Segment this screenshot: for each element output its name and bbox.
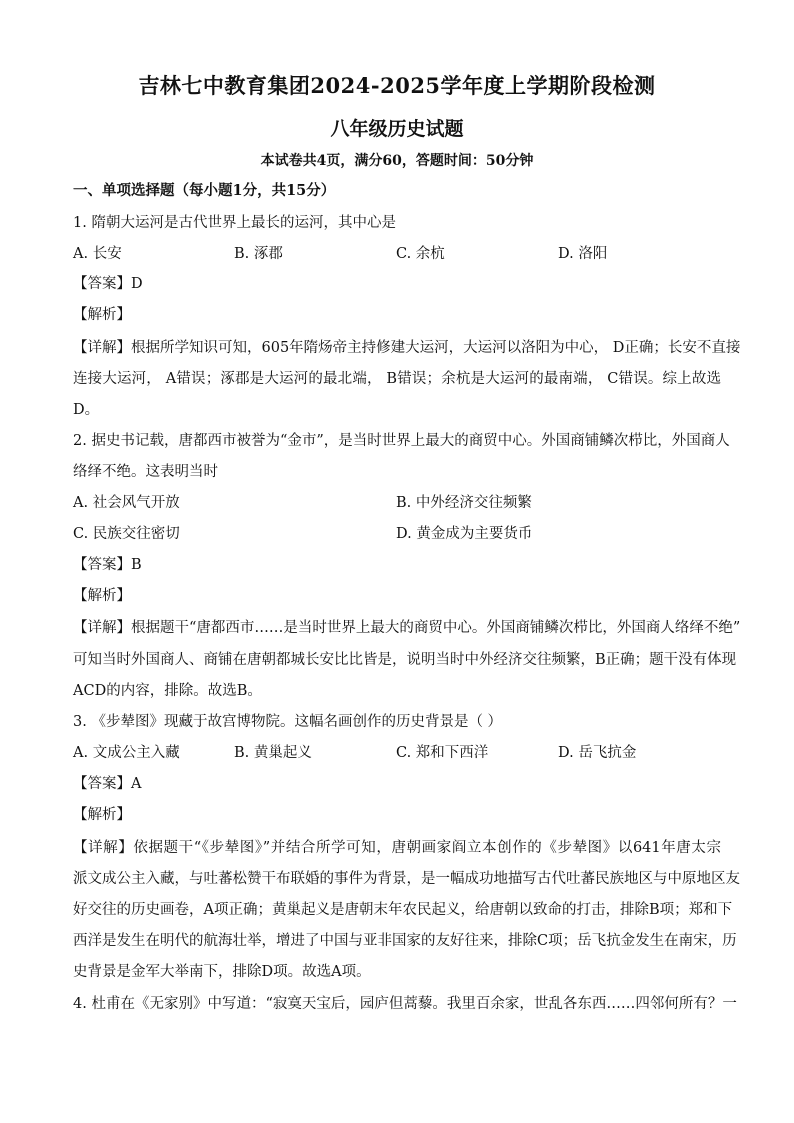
question-2-option-d: D. 黄金成为主要货币 [396,526,533,542]
question-2-option-a: A. 社会风气开放 [73,495,180,511]
question-4-stem: 4. 杜甫在《无家别》中写道：“寂寞天宝后，园庐但蒿藜。我里百余家，世乱各东西……四邻何所有？一 [73,996,737,1012]
question-3-option-c: C. 郑和下西洋 [396,745,489,761]
question-2-analysis-label: 【解析】 [73,588,131,604]
question-1-answer: 【答案】D [73,276,143,292]
question-1-stem: 1. 隋朝大运河是古代世界上最长的运河，其中心是 [73,215,396,231]
question-2-option-b: B. 中外经济交往频繁 [396,495,532,511]
question-2-detail-line: 【详解】根据题干“唐都西市……是当时世界上最大的商贸中心。外国商铺鳞次栉比，外国商人络绎不绝” [73,620,741,636]
question-2-answer: 【答案】B [73,557,142,573]
question-1-analysis-label: 【解析】 [73,307,131,323]
question-3-detail-line: 好交往的历史画卷，A项正确；黄巢起义是唐朝末年农民起义，给唐朝以致命的打击，排除B项；郑和下 [73,902,733,918]
question-2-stem-line: 络绎不绝。这表明当时 [73,464,218,480]
question-2-option-c: C. 民族交往密切 [73,526,180,542]
exam-title: 吉林七中教育集团2024-2025学年度上学期阶段检测 [138,73,656,98]
question-3-option-d: D. 岳飞抗金 [558,745,637,761]
question-2-detail-line: ACD的内容，排除。故选B。 [73,683,262,699]
question-3-option-a: A. 文成公主入藏 [73,745,180,761]
question-1-detail-line: D。 [73,402,100,418]
question-1-detail-line: 连接大运河， A错误；涿郡是大运河的最北端， B错误；余杭是大运河的最南端， C错误。综上故选 [73,371,721,387]
section-heading: 一、单项选择题（每小题1分，共15分） [73,182,336,199]
question-3-detail-line: 【详解】依据题干“《步辇图》”并结合所学可知，唐朝画家阎立本创作的《步辇图》以641年唐太宗 [73,840,721,856]
exam-info: 本试卷共4页，满分60，答题时间：50分钟 [260,153,534,169]
question-3-detail-line: 西洋是发生在明代的航海壮举，增进了中国与亚非国家的友好往来，排除C项；岳飞抗金发生在南宋，历 [73,933,737,949]
question-1-option-d: D. 洛阳 [558,246,608,262]
question-3-answer: 【答案】A [73,776,142,792]
question-1-option-a: A. 长安 [73,246,122,262]
question-3-stem: 3. 《步辇图》现藏于故宫博物院。这幅名画创作的历史背景是（ ） [73,714,503,730]
question-1-detail-line: 【详解】根据所学知识可知，605年隋炀帝主持修建大运河，大运河以洛阳为中心， D正确；长安不直接 [73,340,741,356]
question-2-stem-line: 2. 据史书记载，唐都西市被誉为“金市”，是当时世界上最大的商贸中心。外国商铺鳞次栉比，外国商人 [73,433,730,449]
exam-subtitle: 八年级历史试题 [330,118,464,140]
question-2-detail-line: 可知当时外国商人、商铺在唐朝都城长安比比皆是，说明当时中外经济交往频繁，B正确；题干没有体现 [73,652,737,668]
question-1-option-b: B. 涿郡 [234,246,283,262]
question-3-detail-line: 史背景是金军大举南下，排除D项。故选A项。 [73,964,371,980]
question-3-option-b: B. 黄巢起义 [234,745,312,761]
question-3-detail-line: 派文成公主入藏，与吐蕃松赞干布联婚的事件为背景，是一幅成功地描写古代吐蕃民族地区与中原地区友 [73,871,740,887]
question-3-analysis-label: 【解析】 [73,807,131,823]
question-1-option-c: C. 余杭 [396,246,445,262]
